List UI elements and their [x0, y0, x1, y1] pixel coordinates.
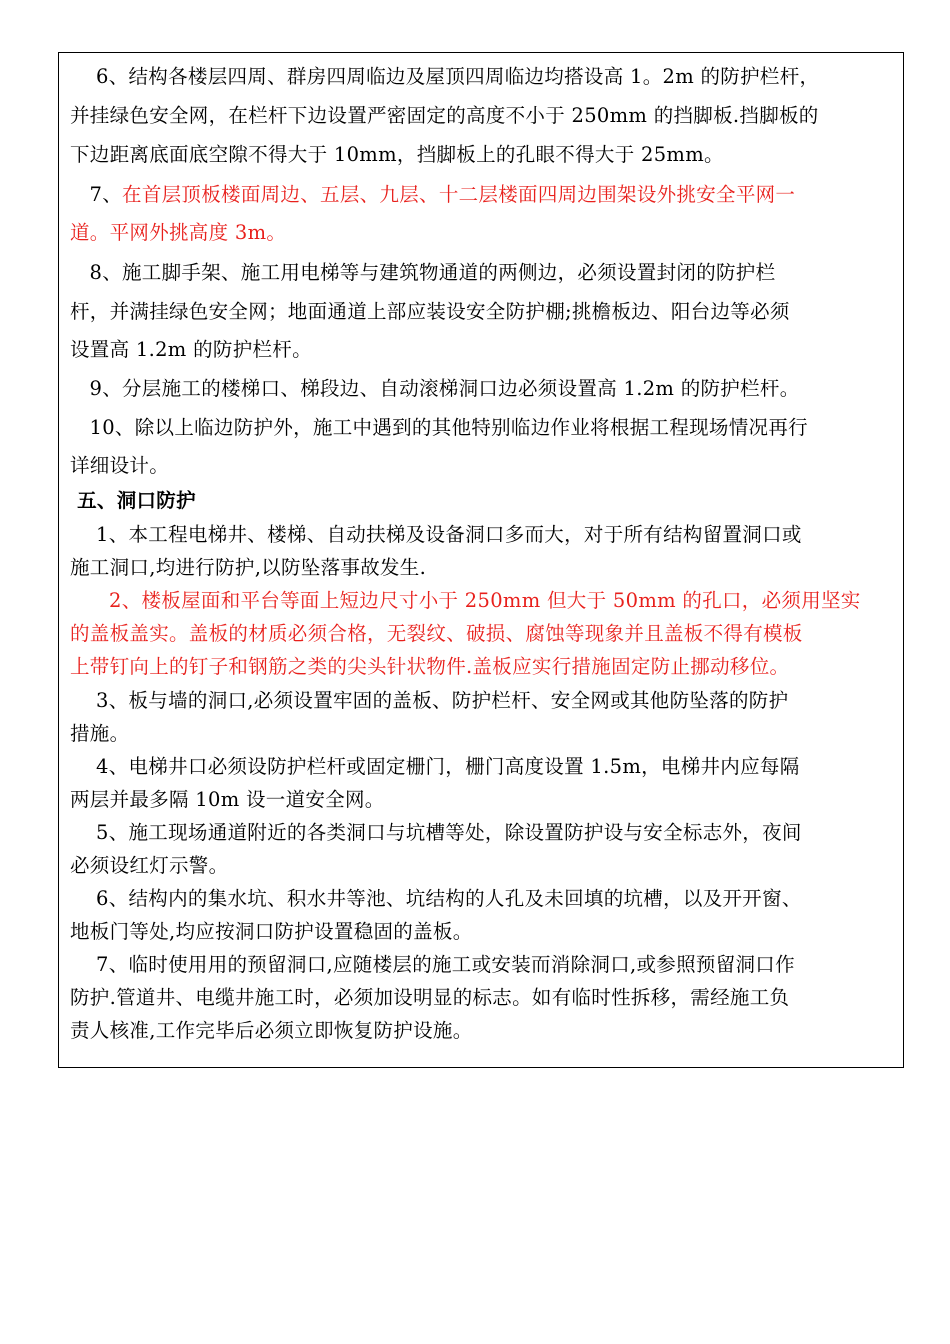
paragraph-9-line-1: 9、分层施工的楼梯口、梯段边、自动滚梯洞口边必须设置高 1.2m 的防护栏杆。 — [70, 377, 800, 400]
paragraph-10-line-2: 详细设计。 — [70, 454, 170, 477]
section-5-item-2-line-3: 上带钉向上的钉子和钢筋之类的尖头针状物件.盖板应实行措施固定防止挪动移位。 — [70, 655, 790, 678]
section-5-item-4-line-2: 两层并最多隔 10m 设一道安全网。 — [70, 788, 385, 811]
paragraph-8-line-1: 8、施工脚手架、施工用电梯等与建筑物通道的两侧边，必须设置封闭的防护栏 — [70, 261, 776, 284]
section-5-item-6-line-1: 6、结构内的集水坑、积水井等池、坑结构的人孔及未回填的坑槽，以及开开窗、 — [70, 887, 802, 910]
paragraph-7-line-1 — [70, 178, 896, 212]
section-5-item-4-line-1: 4、电梯井口必须设防护栏杆或固定栅门，栅门高度设置 1.5m，电梯井内应每隔 — [70, 755, 800, 778]
paragraph-8-line-2: 杆，并满挂绿色安全网；地面通道上部应装设安全防护棚;挑檐板边、阳台边等必须 — [70, 300, 790, 323]
section-5-item-7-line-3: 责人核准,工作完毕后必须立即恢复防护设施。 — [70, 1019, 473, 1042]
section-5-heading: 五、洞口防护 — [70, 489, 196, 512]
paragraph-6-line-1: 6、结构各楼层四周、群房四周临边及屋顶四周临边均搭设高 1。2m 的防护栏杆， — [70, 65, 820, 88]
paragraph-8-line-3: 设置高 1.2m 的防护栏杆。 — [70, 338, 312, 361]
paragraph-6-line-2: 并挂绿色安全网，在栏杆下边设置严密固定的高度不小于 250mm 的挡脚板.挡脚板的 — [70, 104, 819, 127]
section-5-item-2-line-1: 2、楼板屋面和平台等面上短边尺寸小于 250mm 但大于 50mm 的孔口，必须用坚实 — [70, 589, 861, 612]
paragraph-7-line-2: 道。平网外挑高度 3m。 — [70, 221, 287, 244]
paragraph-7-highlight-text: 在首层顶板楼面周边、五层、九层、十二层楼面四周边围架设外挑安全平网一 — [122, 183, 796, 206]
section-5-item-2-line-2: 的盖板盖实。盖板的材质必须合格，无裂纹、破损、腐蚀等现象并且盖板不得有模板 — [70, 622, 803, 645]
section-5-item-5-line-1: 5、施工现场通道附近的各类洞口与坑槽等处，除设置防护设与安全标志外，夜间 — [70, 821, 802, 844]
section-5-item-1-line-2: 施工洞口,均进行防护,以防坠落事故发生. — [70, 556, 427, 579]
section-5-item-7-line-1: 7、临时使用用的预留洞口,应随楼层的施工或安装而消除洞口,或参照预留洞口作 — [70, 953, 795, 976]
section-5-item-3-line-1: 3、板与墙的洞口,必须设置牢固的盖板、防护栏杆、安全网或其他防坠落的防护 — [70, 689, 789, 712]
paragraph-10-line-1: 10、除以上临边防护外，施工中遇到的其他特别临边作业将根据工程现场情况再行 — [70, 416, 808, 439]
section-5-item-7-line-2: 防护.管道井、电缆井施工时，必须加设明显的标志。如有临时性拆移，需经施工负 — [70, 986, 790, 1009]
section-5-item-5-line-2: 必须设红灯示警。 — [70, 854, 229, 877]
section-5-item-3-line-2: 措施。 — [70, 722, 130, 745]
section-5-item-6-line-2: 地板门等处,均应按洞口防护设置稳固的盖板。 — [70, 920, 473, 943]
paragraph-7-number: 7、 — [70, 183, 123, 206]
section-5-item-1-line-1: 1、本工程电梯井、楼梯、自动扶梯及设备洞口多而大，对于所有结构留置洞口或 — [70, 523, 802, 546]
paragraph-6-line-3: 下边距离底面底空隙不得大于 10mm，挡脚板上的孔眼不得大于 25mm。 — [70, 143, 724, 166]
